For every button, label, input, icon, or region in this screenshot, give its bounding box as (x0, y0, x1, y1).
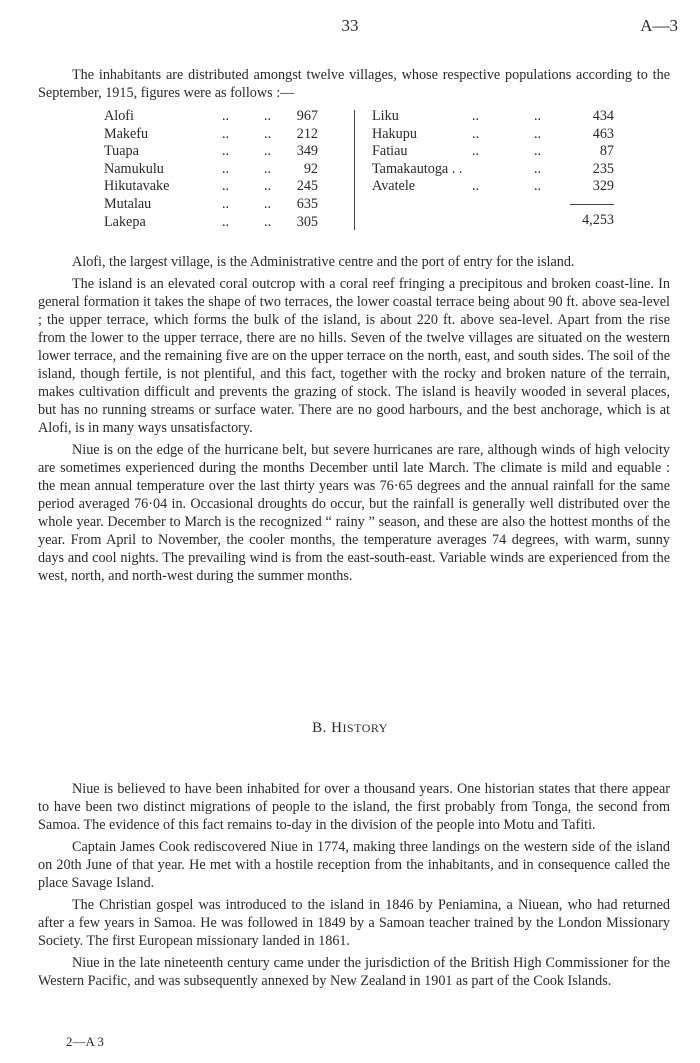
leader-dots: .. (472, 125, 480, 142)
village-name: Lakepa (104, 213, 146, 230)
table-row (372, 108, 614, 126)
leader-dots: .. (264, 178, 272, 195)
table-row (104, 161, 318, 179)
leader-dots: .. (222, 143, 230, 160)
leader-dots: .. (264, 160, 272, 177)
paragraph: Niue is believed to have been inhabited for over a thousand years. One historian states that there appear to have been two distinct migrations of people to the island, the first probably from Tonga, the second from Samoa. The evidence of this fact remains to-day in the division of the people into Motu and Tafiti. (38, 781, 670, 833)
total-rule (570, 204, 614, 205)
leader-dots: .. (264, 125, 272, 142)
population-total: 4,253 (582, 212, 614, 228)
table-row (104, 196, 318, 214)
table-row (372, 126, 614, 144)
village-population: 635 (296, 195, 318, 212)
table-row (104, 178, 318, 196)
page-number: 33 (341, 16, 359, 35)
page-footer: 2—A 3 (66, 1034, 104, 1049)
leader-dots: .. (264, 195, 272, 212)
village-name: Hakupu (372, 125, 417, 142)
village-population: 305 (296, 213, 318, 230)
village-population: 235 (592, 160, 614, 177)
leader-dots: .. (534, 178, 542, 195)
village-name: Makefu (104, 125, 149, 142)
village-population: 212 (296, 125, 318, 142)
paragraph: Niue in the late nineteenth century came under the jurisdiction of the British High Commissioner for the Western Pacific, and was subsequently annexed by New Zealand in 1901 as part of the Cook Islands. (38, 955, 670, 989)
leader-dots: .. (222, 125, 230, 142)
paragraph: The island is an elevated coral outcrop with a coral reef fringing a precipitous and broken coast-line. In general formation it takes the shape of two terraces, the lower coastal terrace being about 90 ft. above sea-level ; the upper terrace, which forms the bulk of the island, is about 220 ft. above sea-level. Apart from the rise from the lower to the upper terrace, there are no hills. Seven of the twelve villages are situated on the western lower terrace, and the remaining five are on the upper terrace on the north, east, and south sides. The soil of the island, though fertile, is not plentiful, and this fact, together with the rocky and broken nature of the terrain, makes cultivation difficult and prevents the grazing of stock. The island is heavily wooded in several places, but has no running streams or surface water. There are no good harbours, and the best anchorage, which is at Alofi, is in many ways unsatisfactory. (38, 276, 670, 436)
table-row (104, 126, 318, 144)
table-row (104, 143, 318, 161)
section-title-initial: H (331, 720, 343, 736)
section-heading-history (0, 720, 700, 737)
villages-left-column (104, 108, 318, 231)
intro-text: The inhabitants are distributed amongst twelve villages, whose respective populations according to the September, 1915, figures were as follows :— (38, 67, 670, 101)
history-section (38, 780, 670, 990)
table-row (372, 161, 614, 179)
leader-dots: .. (222, 108, 230, 124)
section-title-rest: ISTORY (342, 721, 388, 735)
villages-right-column (372, 108, 614, 196)
village-name: Mutalau (104, 195, 152, 212)
village-name: Tamakautoga . . (372, 160, 463, 177)
village-name: Tuapa (104, 143, 139, 160)
paragraph: Niue is on the edge of the hurricane belt, but severe hurricanes are rare, although winds of high velocity are sometimes experienced during the months December until late March. The climate is mild and equable : the mean annual temperature over the last thirty years was 76·65 degrees and the annual rainfall for the same period averaged 76·04 in. Occasional droughts do occur, but the rainfall is generally well distributed over the whole year. December to March is the recognized “ rainy ” season, and these are also the hottest months of the year. From April to November, the cooler months, the temperature averages 74 degrees, with warm, sunny days and cool nights. The prevailing wind is from the east-south-east. Variable winds are experienced from the west, north, and north-west during the summer months. (38, 442, 670, 584)
paragraph: Captain James Cook rediscovered Niue in 1774, making three landings on the western side of the island on 20th June of that year. He met with a hostile reception from the inhabitants, and in consequence called the place Savage Island. (38, 839, 670, 891)
paper-code: A—3 (640, 16, 678, 35)
village-population: 349 (296, 143, 318, 160)
column-divider (354, 110, 355, 230)
table-row (372, 178, 614, 196)
leader-dots: .. (264, 143, 272, 160)
leader-dots: .. (222, 178, 230, 195)
leader-dots: .. (222, 195, 230, 212)
intro-paragraph (38, 66, 670, 102)
village-name: Alofi (104, 108, 134, 124)
village-population: 245 (296, 178, 318, 195)
village-population: 329 (592, 178, 614, 195)
leader-dots: .. (472, 108, 480, 124)
table-row (104, 214, 318, 232)
village-population: 87 (599, 143, 614, 160)
table-row (372, 143, 614, 161)
leader-dots: .. (264, 108, 272, 124)
village-name: Namukulu (104, 160, 164, 177)
village-name: Avatele (372, 178, 416, 195)
leader-dots: .. (264, 213, 272, 230)
table-row (104, 108, 318, 126)
village-name: Liku (372, 108, 399, 124)
leader-dots: .. (534, 108, 542, 124)
paragraph: Alofi, the largest village, is the Administrative centre and the port of entry for the island. (72, 254, 575, 270)
village-name: Hikutavake (104, 178, 170, 195)
paragraph: The Christian gospel was introduced to the island in 1846 by Peniamina, a Niuean, who had returned after a few years in Samoa. He was followed in 1849 by a Samoan teacher trained by the London Missionary Society. The first European missionary landed in 1861. (38, 897, 670, 949)
leader-dots: .. (534, 160, 542, 177)
village-population: 463 (592, 125, 614, 142)
leader-dots: .. (472, 178, 480, 195)
section-letter: B. (312, 720, 327, 736)
leader-dots: .. (222, 213, 230, 230)
village-population: 434 (592, 108, 614, 124)
village-population: 92 (303, 160, 318, 177)
description-section (38, 253, 670, 585)
leader-dots: .. (534, 143, 542, 160)
leader-dots: .. (534, 125, 542, 142)
leader-dots: .. (222, 160, 230, 177)
leader-dots: .. (472, 143, 480, 160)
village-name: Fatiau (372, 143, 408, 160)
village-population: 967 (296, 108, 318, 124)
